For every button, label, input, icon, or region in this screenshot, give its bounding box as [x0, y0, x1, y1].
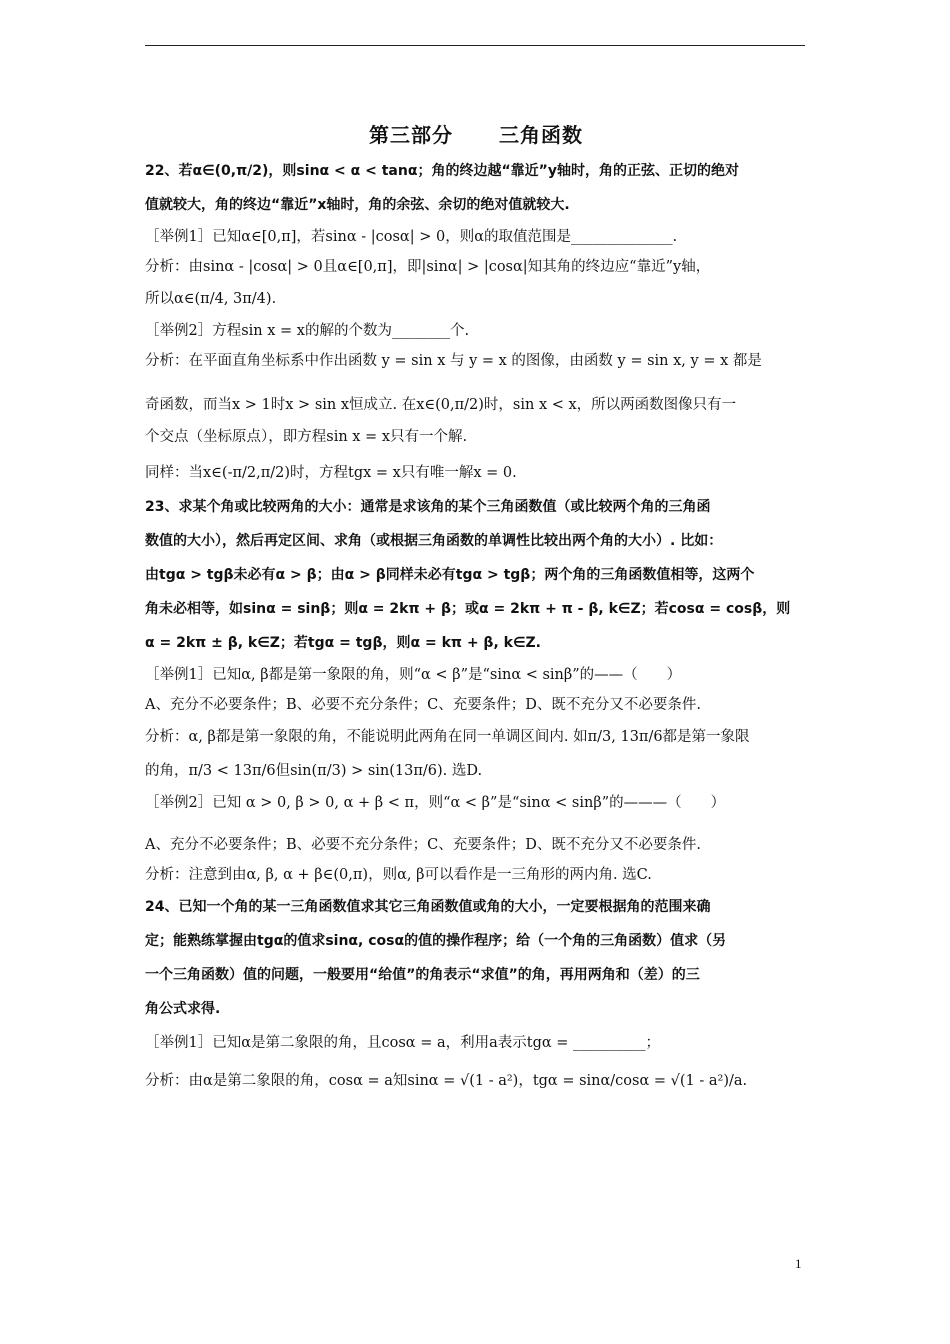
title-topic: 三角函数 [499, 123, 583, 147]
text-line: 24、已知一个角的某一三角函数值求其它三角函数值或角的大小，一定要根据角的范围来确 [145, 899, 711, 915]
page-title [145, 118, 807, 152]
page-number: 1 [795, 1256, 802, 1271]
text-line: A、充分不必要条件；B、必要不充分条件；C、充要条件；D、既不充分又不必要条件. [145, 837, 701, 853]
title-part: 第三部分 [369, 123, 453, 147]
text-line: ［举例2］方程sin x = x的解的个数为________个. [145, 323, 470, 339]
text-line: 奇函数，而当x > 1时x > sin x恒成立. 在x∈(0,π/2)时，sin x < x，所以两函数图像只有一 [145, 397, 737, 413]
text-line: 分析：由α是第二象限的角，cosα = a知sinα = √(1 - a²)，tgα = sinα/cosα = √(1 - a²)/a. [145, 1073, 748, 1089]
text-line: ［举例1］已知α是第二象限的角，且cosα = a，利用a表示tgα = __________； [145, 1035, 661, 1051]
text-line: 角公式求得. [145, 1001, 221, 1017]
header-rule [145, 45, 805, 46]
text-line: 一个三角函数）值的问题，一般要用“给值”的角表示“求值”的角，再用两角和（差）的三 [145, 967, 700, 983]
text-line: 定；能熟练掌握由tgα的值求sinα, cosα的值的操作程序；给（一个角的三角函数）值求（另 [145, 933, 727, 949]
text-line: 个交点（坐标原点），即方程sin x = x只有一个解. [145, 429, 468, 445]
text-line: 数值的大小），然后再定区间、求角（或根据三角函数的单调性比较出两个角的大小）. 比如： [145, 533, 723, 549]
document-body [145, 118, 807, 1098]
text-line: ［举例1］已知α, β都是第一象限的角，则“α < β”是“sinα < sinβ”的——（ ） [145, 667, 682, 683]
text-line: 22、若α∈(0,π/2)，则sinα < α < tanα；角的终边越“靠近”y轴时，角的正弦、正切的绝对 [145, 163, 739, 179]
text-line: ［举例1］已知α∈[0,π]，若sinα - |cosα| > 0，则α的取值范围是______________. [145, 229, 678, 245]
text-line: 值就较大，角的终边“靠近”x轴时，角的余弦、余切的绝对值就较大. [145, 197, 570, 213]
text-line: 角未必相等，如sinα = sinβ；则α = 2kπ + β；或α = 2kπ + π - β, k∈Z；若cosα = cosβ，则 [145, 601, 791, 617]
text-line: 分析：注意到由α, β, α + β∈(0,π)，则α, β可以看作是一三角形的两内角. 选C. [145, 867, 652, 883]
text-line: 所以α∈(π/4, 3π/4). [145, 291, 277, 307]
text-line: α = 2kπ ± β, k∈Z；若tgα = tgβ，则α = kπ + β, k∈Z. [145, 635, 541, 651]
text-line: 23、求某个角或比较两角的大小：通常是求该角的某个三角函数值（或比较两个角的三角函 [145, 499, 711, 515]
text-line: ［举例2］已知 α > 0, β > 0, α + β < π，则“α < β”是“sinα < sinβ”的———（ ） [145, 795, 726, 811]
text-line: A、充分不必要条件；B、必要不充分条件；C、充要条件；D、既不充分又不必要条件. [145, 697, 701, 713]
text-line: 分析：α, β都是第一象限的角，不能说明此两角在同一单调区间内. 如π/3, 13π/6都是第一象限 [145, 729, 750, 745]
text-line: 分析：在平面直角坐标系中作出函数 y = sin x 与 y = x 的图像，由函数 y = sin x, y = x 都是 [145, 353, 762, 369]
text-line: 的角，π/3 < 13π/6但sin(π/3) > sin(13π/6). 选D. [145, 763, 483, 779]
text-line: 由tgα > tgβ未必有α > β；由α > β同样未必有tgα > tgβ；两个角的三角函数值相等，这两个 [145, 567, 755, 583]
text-line: 同样：当x∈(-π/2,π/2)时，方程tgx = x只有唯一解x = 0. [145, 465, 517, 481]
text-line: 分析：由sinα - |cosα| > 0且α∈[0,π]，即|sinα| > |cosα|知其角的终边应“靠近”y轴， [145, 259, 711, 275]
